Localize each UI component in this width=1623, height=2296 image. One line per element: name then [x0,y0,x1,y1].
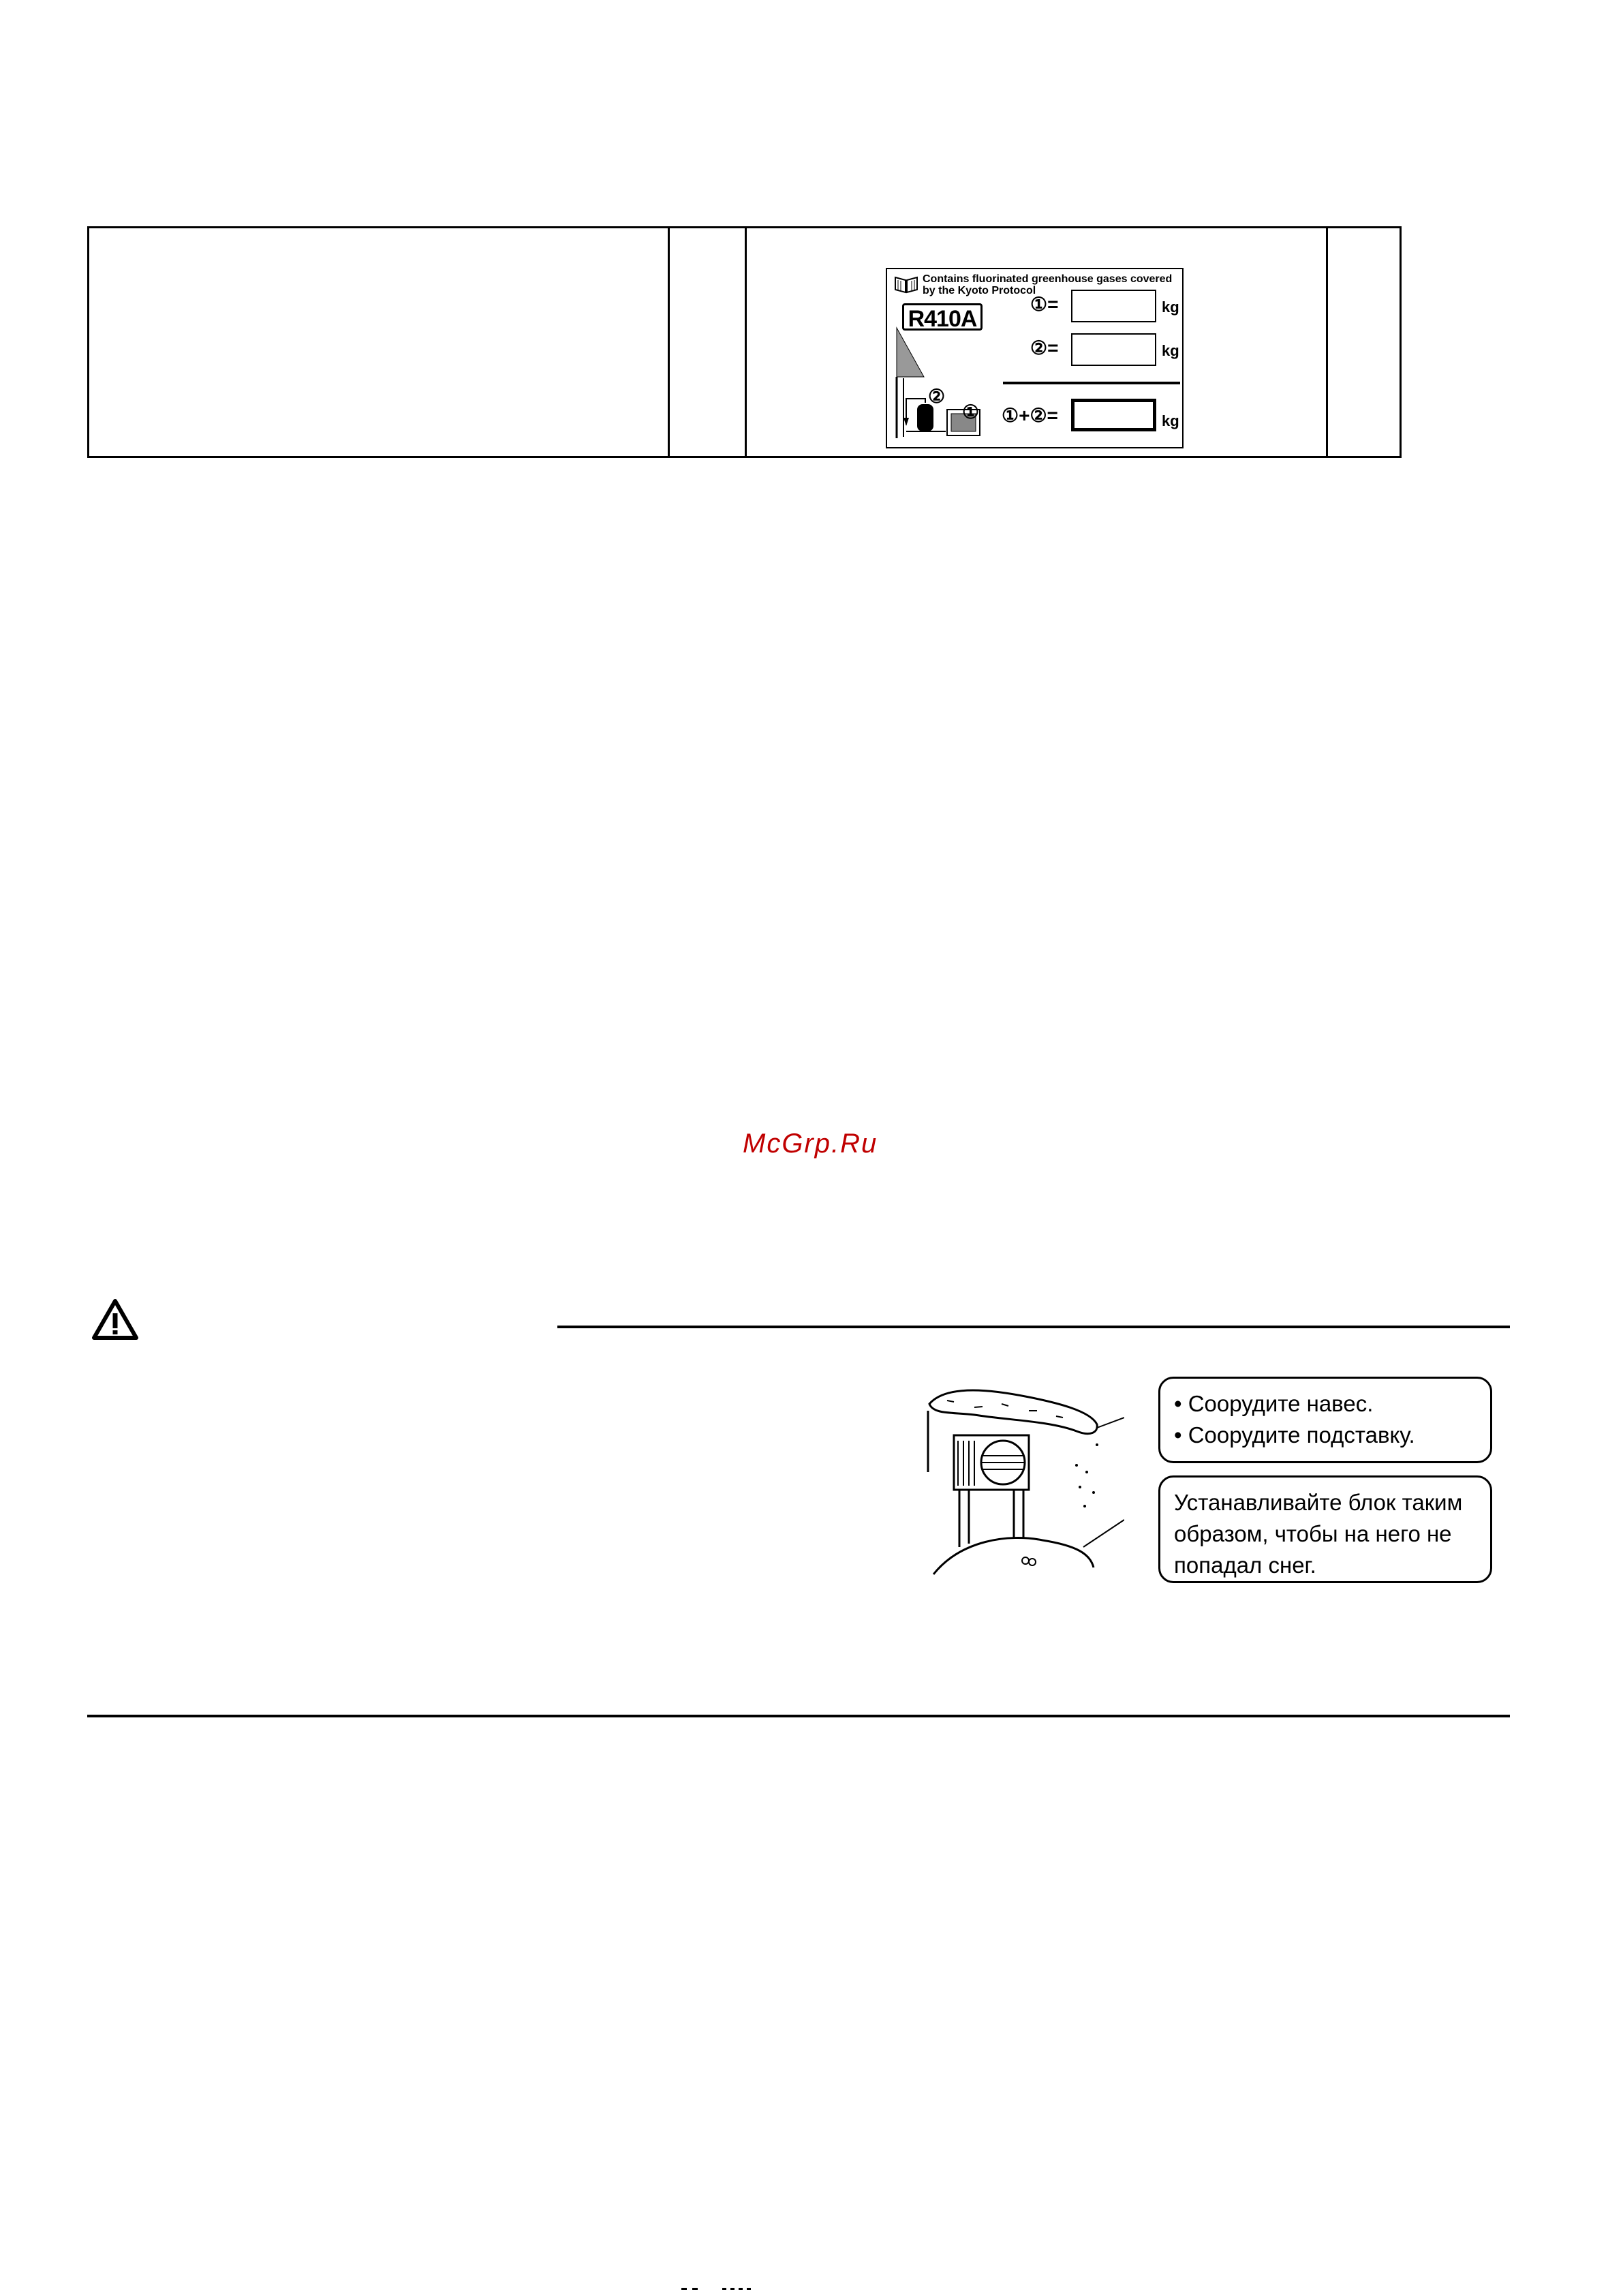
callout-canopy-stand [1158,1377,1492,1463]
sum-rule [1003,382,1180,384]
charge-row-1-label: ①= [1030,294,1059,315]
callout-bullet-canopy: • Соорудите навес. [1174,1391,1374,1416]
diagram-mark-1: ① [962,401,980,423]
callout-bullet-stand: • Соорудите подставку. [1174,1422,1415,1448]
footer-mark [681,2286,770,2291]
callout-snow-note [1158,1475,1492,1583]
fgas-label [886,268,1184,448]
outdoor-unit-snow-illustration [920,1370,1124,1581]
warning-triangle-icon [91,1298,139,1341]
table-divider [1326,228,1328,456]
top-table [87,226,1402,458]
charge-row-2-unit: kg [1162,342,1179,359]
label-heading-line1: Contains fluorinated greenhouse gases covered [923,273,1173,285]
watermark: McGrp.Ru [743,1129,878,1159]
charge-row-2-label: ②= [1030,337,1059,358]
charge-total-box [1071,399,1156,431]
section-rule [87,1715,1510,1717]
charge-row-1-box [1071,290,1156,322]
refrigerant-badge: R410A [902,303,983,331]
charge-total-unit: kg [1162,412,1179,429]
charge-row-1-unit: kg [1162,299,1179,316]
table-divider [668,228,670,456]
callout-note-text: Устанавливайте блок таким образом, чтобы на него не попадал снег. [1174,1490,1463,1578]
charge-total-label: ①+②= [1002,405,1058,426]
caution-rule [557,1326,1510,1328]
manual-book-icon [894,275,918,294]
label-heading-line2: by the Kyoto Protocol [923,285,1036,296]
refill-diagram [891,322,1000,438]
table-divider [745,228,747,456]
charge-row-2-box [1071,333,1156,366]
diagram-mark-2: ② [928,386,946,407]
